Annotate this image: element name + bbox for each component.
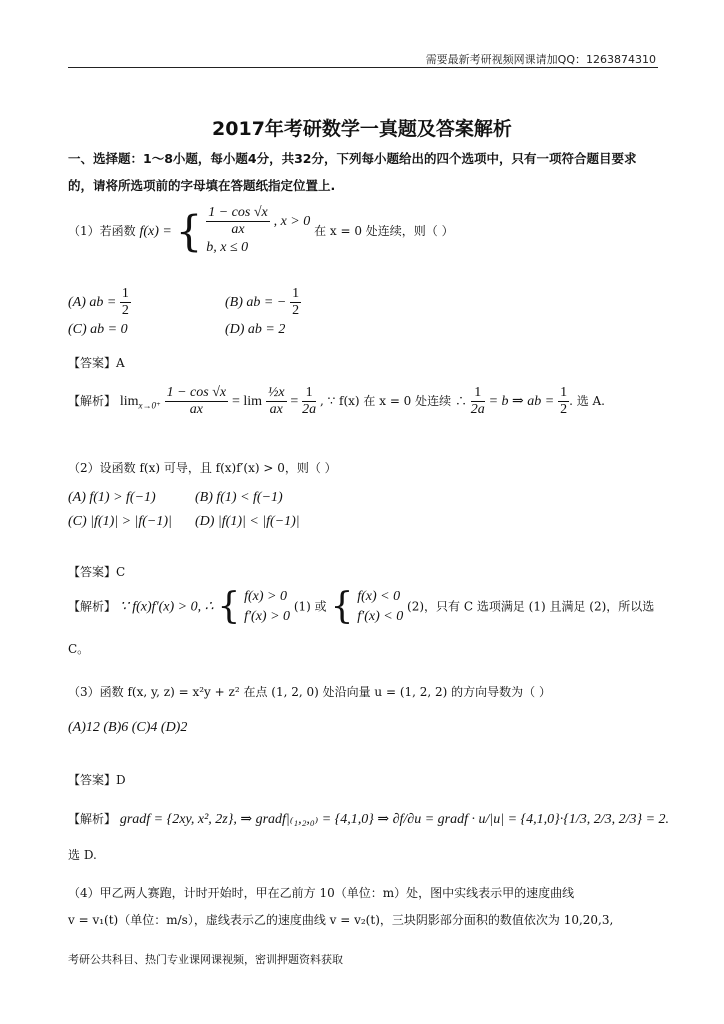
q3-stem: （3）函数 f(x, y, z) = x²y + z² 在点 (1, 2, 0) 处沿向量 u = (1, 2, 2) 的方向导数为（ ） bbox=[68, 685, 551, 699]
page-title: 2017年考研数学一真题及答案解析 bbox=[212, 118, 512, 140]
q4-line2: v = v₁(t)（单位：m/s），虚线表示乙的速度曲线 v = v₂(t)，三块阴影部分面积的数值依次为 10,20,3, bbox=[68, 913, 614, 927]
q2-analysis-end: C。 bbox=[68, 642, 90, 656]
q1-analysis-f5-den: 2 bbox=[560, 402, 568, 417]
q1-opt-b-num: 1 bbox=[292, 286, 300, 301]
q2-opt-d: (D) |f(1)| < |f(−1)| bbox=[195, 514, 300, 529]
q2-analysis bbox=[68, 586, 654, 628]
q1-analysis-f5-num: 1 bbox=[560, 385, 568, 400]
q1-answer: 【答案】A bbox=[68, 356, 125, 370]
q1-analysis-f2-num: ½x bbox=[267, 385, 285, 400]
q1-analysis-f1-den: ax bbox=[189, 402, 203, 417]
q1-opt-a bbox=[68, 286, 131, 319]
q1-brace: { bbox=[175, 206, 203, 256]
section-heading-line2: 的，请将所选项前的字母填在答题纸指定位置上. bbox=[68, 178, 336, 193]
q1-analysis-f3-num: 1 bbox=[302, 385, 316, 402]
q2-answer: 【答案】C bbox=[68, 565, 126, 579]
q1-analysis-eq: = lim bbox=[231, 394, 263, 409]
q1-analysis-end: . 选 A. bbox=[569, 394, 605, 408]
q1-stem-prefix: （1）若函数 bbox=[68, 224, 136, 238]
q1-opt-d: (D) ab = 2 bbox=[225, 322, 286, 337]
q2-opt-a: (A) f(1) > f(−1) bbox=[68, 490, 156, 505]
q2-analysis-label: 【解析】 bbox=[68, 599, 117, 614]
q3-options: (A)12 (B)6 (C)4 (D)2 bbox=[68, 720, 188, 735]
footer-text: 考研公共科目、热门专业课网课视频，密训押题资料获取 bbox=[68, 953, 343, 966]
q2-tag2: (2)，只有 C 选项满足 (1) 且满足 (2)，所以选 bbox=[407, 599, 655, 614]
q1-case1-cond: , x > 0 bbox=[273, 214, 311, 229]
header-divider bbox=[68, 67, 658, 68]
q1-stem-suffix: 在 x = 0 处连续，则（ ） bbox=[314, 224, 454, 238]
q1-opt-a-num: 1 bbox=[121, 286, 129, 301]
q1-case1-frac bbox=[206, 205, 270, 238]
q2-tag1: (1) 或 bbox=[293, 599, 327, 614]
q2-brace-2: { bbox=[330, 586, 354, 627]
q3-analysis-body: gradf = {2xy, x², 2z}, ⇒ gradf|₍₁,₂,₀₎ = {4,1,0} ⇒ ∂f/∂u = gradf · u/|u| = {4,1,0}·{1/3, 2/3, 2/3} = 2. bbox=[119, 812, 670, 827]
q3-analysis bbox=[68, 810, 669, 828]
q1-analysis-mid2: = b ⇒ ab = bbox=[488, 394, 555, 409]
q1-analysis: 【解析】 $\lim_{x\to 0^+}$ $\frac{1 - \cos √x}{ax}$ = lim $\frac{\text{½x}}{ax}$ = $\frac{1}{2a}$ , ∵ f(x) 在 x = 0 处连续 ∴ $\frac{1}{2a}$ = b ⇒ ab = $\frac{1}{2}$ . 选 A. bbox=[68, 385, 605, 417]
q2-case1b: f′(x) > 0 bbox=[244, 609, 291, 624]
q1-analysis-label: 【解析】 bbox=[68, 394, 117, 408]
q3-answer: 【答案】D bbox=[68, 773, 126, 787]
q1-stem bbox=[68, 205, 454, 258]
q1-opt-b bbox=[225, 286, 301, 319]
q1-case2: b, x ≤ 0 bbox=[206, 240, 249, 255]
q1-opt-b-label: (B) ab = − bbox=[225, 295, 287, 310]
section-heading-line1: 一、选择题：1～8小题，每小题4分，共32分，下列每小题给出的四个选项中，只有一项符合题目要求 bbox=[68, 151, 637, 166]
q1-cases bbox=[206, 205, 310, 258]
q1-analysis-lim-sub: x→0⁺ bbox=[138, 400, 161, 411]
q2-analysis-pre: ∵ f(x)f′(x) > 0, ∴ bbox=[119, 599, 214, 615]
q1-case1-den: ax bbox=[231, 222, 245, 237]
q1-analysis-lim: lim bbox=[119, 394, 139, 409]
q1-analysis-f2-den: ax bbox=[269, 402, 283, 417]
q1-opt-a-den: 2 bbox=[121, 303, 129, 318]
q3-analysis-label: 【解析】 bbox=[68, 812, 117, 826]
q1-analysis-f4-num: 1 bbox=[471, 385, 485, 402]
q1-analysis-mid: , ∵ f(x) 在 x = 0 处连续 ∴ bbox=[319, 394, 467, 408]
q2-opt-b: (B) f(1) < f(−1) bbox=[195, 490, 283, 505]
q4-line1: （4）甲乙两人赛跑，计时开始时，甲在乙前方 10（单位：m）处，图中实线表示甲的速度曲线 bbox=[68, 886, 575, 900]
q1-stem-fx: f(x) = bbox=[139, 224, 172, 239]
q1-case1-num: 1 − cos √x bbox=[208, 205, 268, 220]
q1-analysis-f3-den: 2a bbox=[302, 402, 317, 417]
q3-analysis-end: 选 D. bbox=[68, 848, 97, 862]
q1-opt-c: (C) ab = 0 bbox=[68, 322, 128, 337]
q1-analysis-f1-num: 1 − cos √x bbox=[166, 385, 227, 400]
q1-analysis-f4-den: 2a bbox=[470, 402, 485, 417]
q2-brace-1: { bbox=[217, 586, 241, 627]
header-text: 需要最新考研视频网课请加QQ：1263874310 bbox=[425, 53, 656, 66]
q2-opt-c: (C) |f(1)| > |f(−1)| bbox=[68, 514, 172, 529]
q2-case2a: f(x) < 0 bbox=[357, 589, 401, 604]
q2-stem: （2）设函数 f(x) 可导，且 f(x)f′(x) > 0，则（ ） bbox=[68, 461, 337, 475]
q2-case1a: f(x) > 0 bbox=[244, 589, 287, 604]
q1-opt-a-label: (A) ab = bbox=[68, 295, 120, 310]
q1-opt-b-den: 2 bbox=[292, 303, 300, 318]
q2-case2b: f′(x) < 0 bbox=[357, 609, 404, 624]
